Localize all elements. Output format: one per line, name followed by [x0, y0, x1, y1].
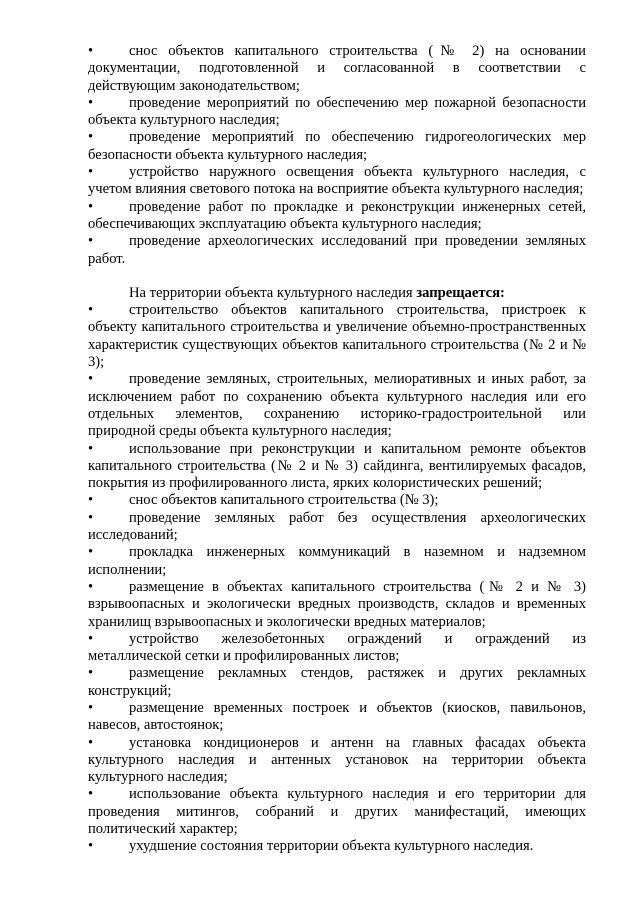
bullet-icon: •: [88, 198, 94, 215]
list-item-text: устройство железобетонных ограждений и ограждений из металлической сетки и профилированных листов;: [88, 630, 586, 665]
list-item-text: размещение временных построек и объектов (киосков, павильонов, навесов, автостоянок;: [88, 699, 586, 734]
list-item-text: снос объектов капитального строительства (№ 2) на основании документации, подготовленной и согласованной в соответствии с действующим законодательством;: [88, 43, 586, 94]
list-item: [88, 492, 586, 509]
bullet-icon: •: [88, 544, 94, 561]
list-item-text: использование при реконструкции и капитальном ремонте объектов капитального строительства (№ 2 и № 3) сайдинга, вентилируемых фасадов, покрытия из профилированного листа, ярких колористических решений;: [88, 440, 586, 492]
list-item: [88, 164, 586, 199]
bullet-icon: •: [88, 665, 94, 682]
list-item-text: проведение работ по прокладке и реконструкции инженерных сетей, обеспечивающих эксплуатацию объекта культурного наследия;: [88, 198, 586, 232]
bullet-icon: •: [88, 492, 94, 509]
list-item: [88, 129, 586, 164]
bullet-icon: •: [88, 302, 94, 319]
bullet-icon: •: [88, 440, 94, 457]
list-item: [88, 95, 586, 130]
bullet-icon: •: [88, 734, 94, 751]
prohibited-intro-bold: запрещается:: [416, 284, 505, 301]
list-item: [88, 302, 586, 371]
list-item-text: установка кондиционеров и антенн на главных фасадах объекта культурного наследия и антенных установок на территории объекта культурного наследия;: [88, 734, 586, 786]
list-item: [88, 631, 586, 666]
prohibited-intro-text: На территории объекта культурного наследия: [129, 284, 413, 301]
list-item-text: размещение рекламных стендов, растяжек и других рекламных конструкций;: [88, 665, 586, 699]
bullet-icon: •: [88, 43, 94, 59]
allowed-list: [88, 43, 586, 268]
list-item: [88, 735, 586, 787]
list-item-text: размещение в объектах капитального строительства (№ 2 и № 3) взрывоопасных и экологически вредных производств, складов и временных хранилищ взрывоопасных и экологически вредных материалов;: [88, 578, 586, 630]
list-item: [88, 579, 586, 631]
list-item-text: использование объекта культурного наследия и его территории для проведения митингов, собраний и других манифестаций, имеющих политический характер;: [88, 786, 586, 838]
list-item-text: ухудшение состояния территории объекта культурного наследия.: [129, 838, 534, 855]
bullet-icon: •: [88, 509, 94, 526]
bullet-icon: •: [88, 164, 94, 181]
bullet-icon: •: [88, 129, 94, 146]
list-item: [88, 441, 586, 493]
bullet-icon: •: [88, 233, 94, 250]
list-item: [88, 371, 586, 440]
document-text: [88, 43, 586, 856]
list-item-text: проведение мероприятий по обеспечению гидрогеологических мер безопасности объекта культурного наследия;: [88, 129, 586, 163]
bullet-icon: •: [88, 786, 94, 803]
list-item: [88, 838, 586, 855]
bullet-icon: •: [88, 630, 94, 647]
list-item-text: проведение археологических исследований при проведении земляных работ.: [88, 233, 586, 267]
list-item: [88, 544, 586, 579]
list-item-text: проведение мероприятий по обеспечению мер пожарной безопасности объекта культурного наследия;: [88, 94, 586, 129]
bullet-icon: •: [88, 94, 94, 111]
list-item-text: прокладка инженерных коммуникаций в наземном и надземном исполнении;: [88, 544, 586, 578]
list-item: [88, 43, 586, 95]
list-item: [88, 510, 586, 545]
list-item-text: устройство наружного освещения объекта культурного наследия, с учетом влияния светового потока на восприятие объекта культурного наследия;: [88, 164, 586, 198]
list-item: [88, 199, 586, 234]
list-item-text: строительство объектов капитального строительства, пристроек к объекту капитального строительства и увеличение объемно-пространственных характеристик существующих объектов капитального строительства (№ 2 и № 3);: [88, 302, 586, 371]
list-item-text: проведение земляных работ без осуществления археологических исследований;: [88, 509, 586, 544]
list-item: [88, 786, 586, 838]
list-item: [88, 665, 586, 700]
list-item: [88, 700, 586, 735]
list-item-text: снос объектов капитального строительства (№ 3);: [129, 492, 439, 509]
list-item-text: проведение земляных, строительных, мелиоративных и иных работ, за исключением работ по сохранению объекта культурного наследия или его отдельных элементов, сохранению историко-градостроительной или природной среды объекта культурного наследия;: [88, 371, 586, 440]
prohibited-intro: [88, 285, 586, 302]
bullet-icon: •: [88, 371, 94, 388]
bullet-icon: •: [88, 699, 94, 716]
bullet-icon: •: [88, 578, 94, 595]
list-item: [88, 233, 586, 268]
prohibited-list: [88, 302, 586, 856]
bullet-icon: •: [88, 838, 94, 855]
